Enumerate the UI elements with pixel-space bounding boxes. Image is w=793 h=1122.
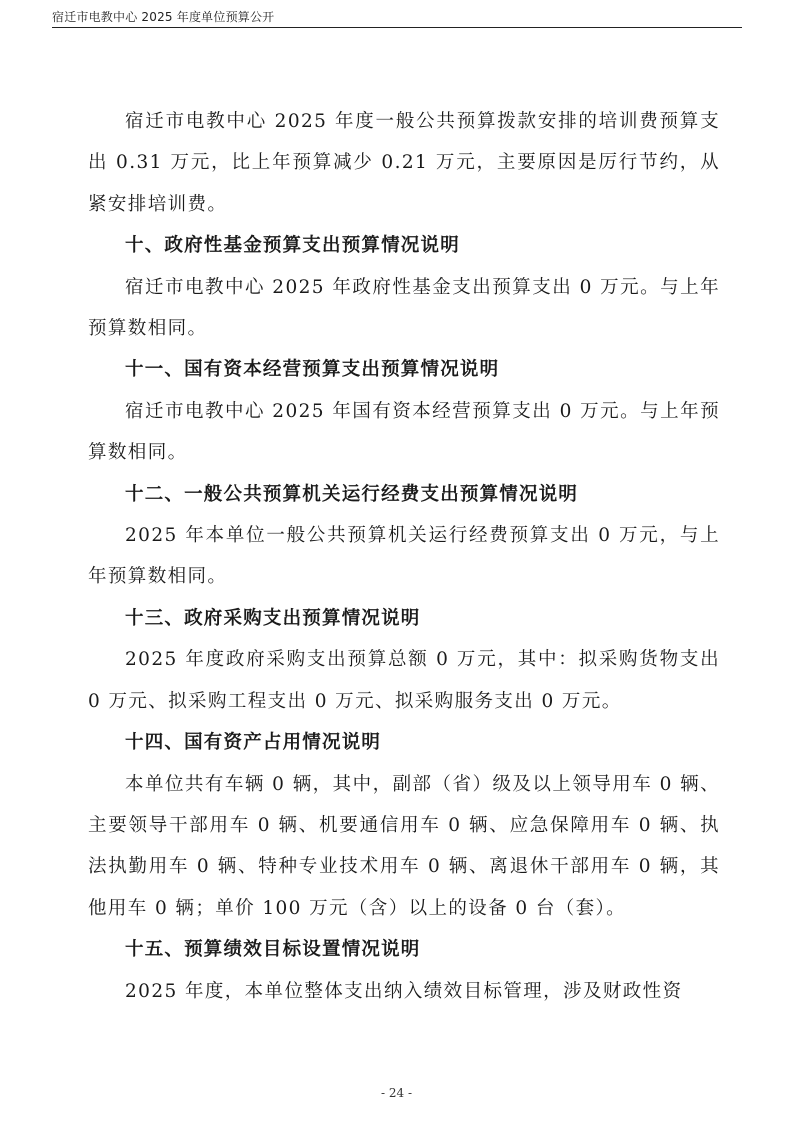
paragraph-procurement: 2025 年度政府采购支出预算总额 0 万元，其中：拟采购货物支出 0 万元、拟采购工程支出 0 万元、拟采购服务支出 0 万元。	[88, 649, 720, 712]
paragraph-performance-goals: 2025 年度，本单位整体支出纳入绩效目标管理，涉及财政性资	[125, 980, 683, 1002]
paragraph-government-fund: 宿迁市电教中心 2025 年政府性基金支出预算支出 0 万元。与上年预算数相同。	[88, 276, 720, 340]
document-body	[88, 101, 720, 1012]
header-rule	[52, 27, 742, 28]
running-header-title: 宿迁市电教中心 2025 年度单位预算公开	[52, 10, 275, 24]
section-heading-15: 十五、预算绩效目标设置情况说明	[125, 939, 421, 961]
page-number: - 24 -	[380, 1086, 412, 1100]
section-heading-13: 十三、政府采购支出预算情况说明	[125, 607, 421, 629]
section-heading-11: 十一、国有资本经营预算支出预算情况说明	[125, 359, 500, 381]
section-heading-10: 十、政府性基金预算支出预算情况说明	[125, 235, 460, 257]
paragraph-training-fee: 宿迁市电教中心 2025 年度一般公共预算拨款安排的培训费预算支出 0.31 万元，比上年预算减少 0.21 万元，主要原因是厉行节约，从紧安排培训费。	[88, 111, 720, 215]
section-heading-12: 十二、一般公共预算机关运行经费支出预算情况说明	[125, 483, 579, 505]
section-heading-14: 十四、国有资产占用情况说明	[125, 732, 382, 754]
paragraph-operating-expenses: 2025 年本单位一般公共预算机关运行经费预算支出 0 万元，与上年预算数相同。	[88, 525, 720, 588]
paragraph-state-capital: 宿迁市电教中心 2025 年国有资本经营预算支出 0 万元。与上年预算数相同。	[88, 400, 720, 464]
paragraph-state-assets: 本单位共有车辆 0 辆，其中，副部（省）级及以上领导用车 0 辆、主要领导干部用车 0 辆、机要通信用车 0 辆、应急保障用车 0 辆、执法执勤用车 0 辆、特种专业技术用车 0 辆、离退休干部用车 0 辆，其他用车 0 辆；单价 100 万元（含）以上的设备 0 台（套）。	[88, 773, 720, 919]
